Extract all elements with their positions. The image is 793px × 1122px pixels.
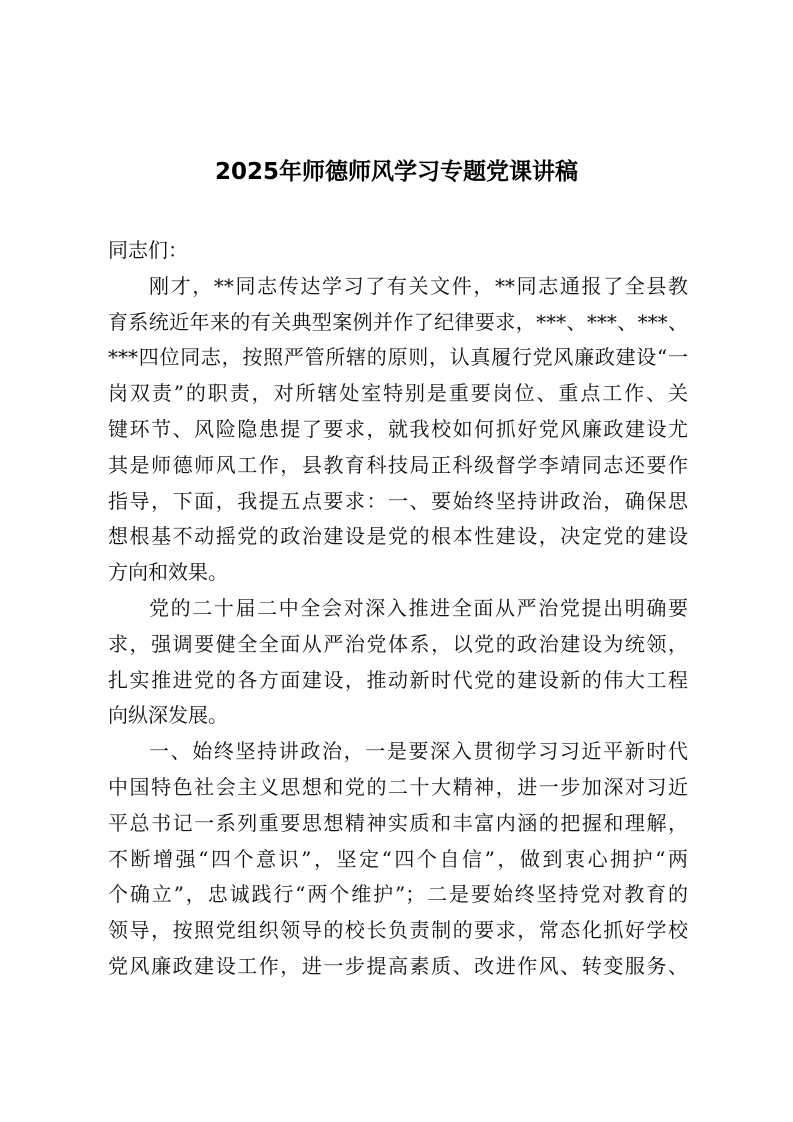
paragraph-1-line-1: 刚才，**同志传达学习了有关文件，**同志通报了全县教 xyxy=(149,273,688,298)
paragraph-1-line-9: 方向和效果。 xyxy=(108,560,228,585)
paragraph-3-line-3: 平总书记一系列重要思想精神实质和丰富内涵的把握和理解， xyxy=(108,810,688,835)
document-body xyxy=(108,233,688,985)
paragraph-1-line-2: 育系统近年来的有关典型案例并作了纪律要求，***、***、***、 xyxy=(108,309,688,334)
paragraph-3-line-4: 不断增强“四个意识”，坚定“四个自信”，做到衷心拥护“两 xyxy=(108,846,688,871)
paragraph-1-line-6: 其是师德师风工作，县教育科技局正科级督学李靖同志还要作 xyxy=(108,452,688,477)
paragraph-1-line-5: 键环节、风险隐患提了要求，就我校如何抓好党风廉政建设尤 xyxy=(108,416,688,441)
salutation: 同志们： xyxy=(108,238,188,262)
paragraph-3-line-6: 领导，按照党组织领导的校长负责制的要求，常态化抓好学校 xyxy=(108,918,688,943)
paragraph-2-line-1: 党的二十届二中全会对深入推进全面从严治党提出明确要 xyxy=(149,595,688,620)
paragraph-1-line-7: 指导，下面，我提五点要求：一、要始终坚持讲政治，确保思 xyxy=(108,488,688,513)
paragraph-1-line-8: 想根基不动摇党的政治建设是党的根本性建设，决定党的建设 xyxy=(108,524,688,549)
paragraph-3-line-2: 中国特色社会主义思想和党的二十大精神，进一步加深对习近 xyxy=(108,774,688,799)
paragraph-1-line-4: 岗双责”的职责，对所辖处室特别是重要岗位、重点工作、关 xyxy=(108,381,688,406)
paragraph-2-line-4: 向纵深发展。 xyxy=(108,703,228,728)
document-title: 2025年师德师风学习专题党课讲稿 xyxy=(214,159,578,185)
paragraph-3-line-1: 一、始终坚持讲政治，一是要深入贯彻学习习近平新时代 xyxy=(149,739,688,764)
paragraph-3-line-7: 党风廉政建设工作，进一步提高素质、改进作风、转变服务、 xyxy=(108,953,688,978)
paragraph-1-line-3: ***四位同志，按照严管所辖的原则，认真履行党风廉政建设“一 xyxy=(108,345,688,370)
paragraph-3-line-5: 个确立”，忠诚践行“两个维护”；二是要始终坚持党对教育的 xyxy=(108,882,688,907)
paragraph-2-line-2: 求，强调要健全全面从严治党体系，以党的政治建设为统领， xyxy=(108,631,688,656)
paragraph-2-line-3: 扎实推进党的各方面建设，推动新时代党的建设新的伟大工程 xyxy=(108,667,688,692)
